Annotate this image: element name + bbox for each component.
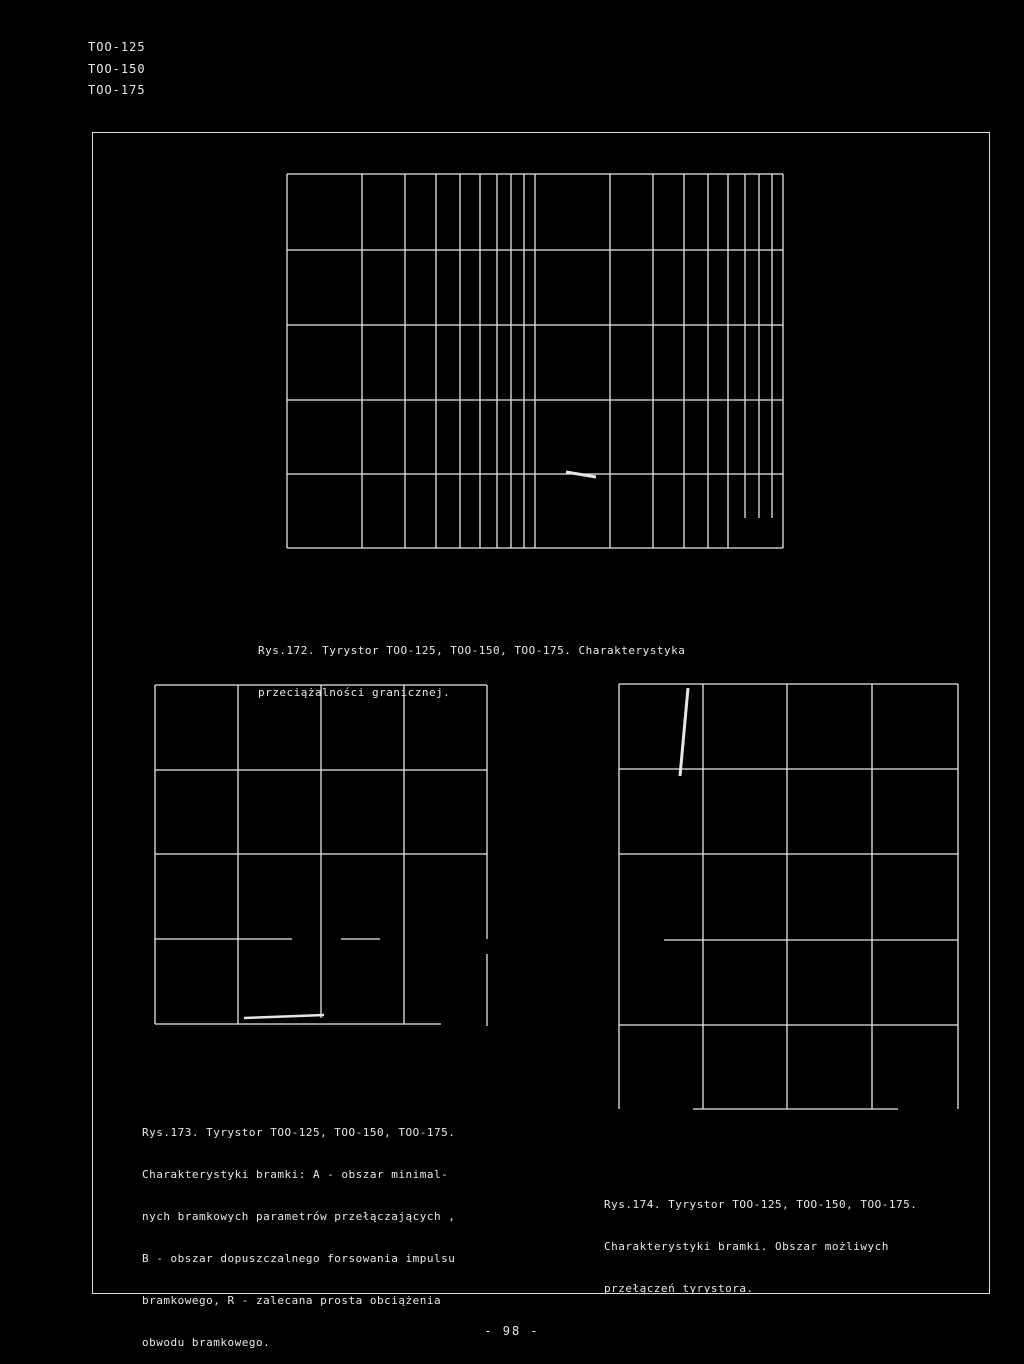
- caption-173-line-1: Rys.173. Tyrystor TOO-125, TOO-150, TOO-175.: [142, 1126, 456, 1139]
- caption-174-line-3: przełączeń tyrystora.: [604, 1282, 754, 1295]
- figure-174-grid: [618, 682, 962, 1114]
- caption-173-line-2: Charakterystyki bramki: A - obszar minimal-: [142, 1168, 449, 1181]
- caption-172-line-2: przeciążalności granicznej.: [258, 686, 451, 699]
- caption-173-line-4: B - obszar dopuszczalnego forsowania impulsu: [142, 1252, 456, 1265]
- caption-174-line-2: Charakterystyki bramki. Obszar możliwych: [604, 1240, 889, 1253]
- header-line-2: TOO-150: [88, 62, 146, 76]
- figure-172-grid: [286, 172, 786, 550]
- caption-173-line-5: bramkowego, R - zalecana prosta obciążenia: [142, 1294, 442, 1307]
- figure-173-grid: [154, 684, 490, 1028]
- caption-174: [604, 1170, 917, 1310]
- header-line-1: TOO-125: [88, 40, 146, 54]
- page-number: - 98 -: [484, 1324, 540, 1338]
- caption-172-line-1: Rys.172. Tyrystor TOO-125, TOO-150, TOO-175. Charakterystyka: [258, 644, 686, 657]
- caption-173-line-6: obwodu bramkowego.: [142, 1336, 271, 1349]
- caption-174-line-1: Rys.174. Tyrystor TOO-125, TOO-150, TOO-175.: [604, 1198, 918, 1211]
- caption-173-line-3: nych bramkowych parametrów przełączających ,: [142, 1210, 456, 1223]
- header-line-3: TOO-175: [88, 83, 146, 97]
